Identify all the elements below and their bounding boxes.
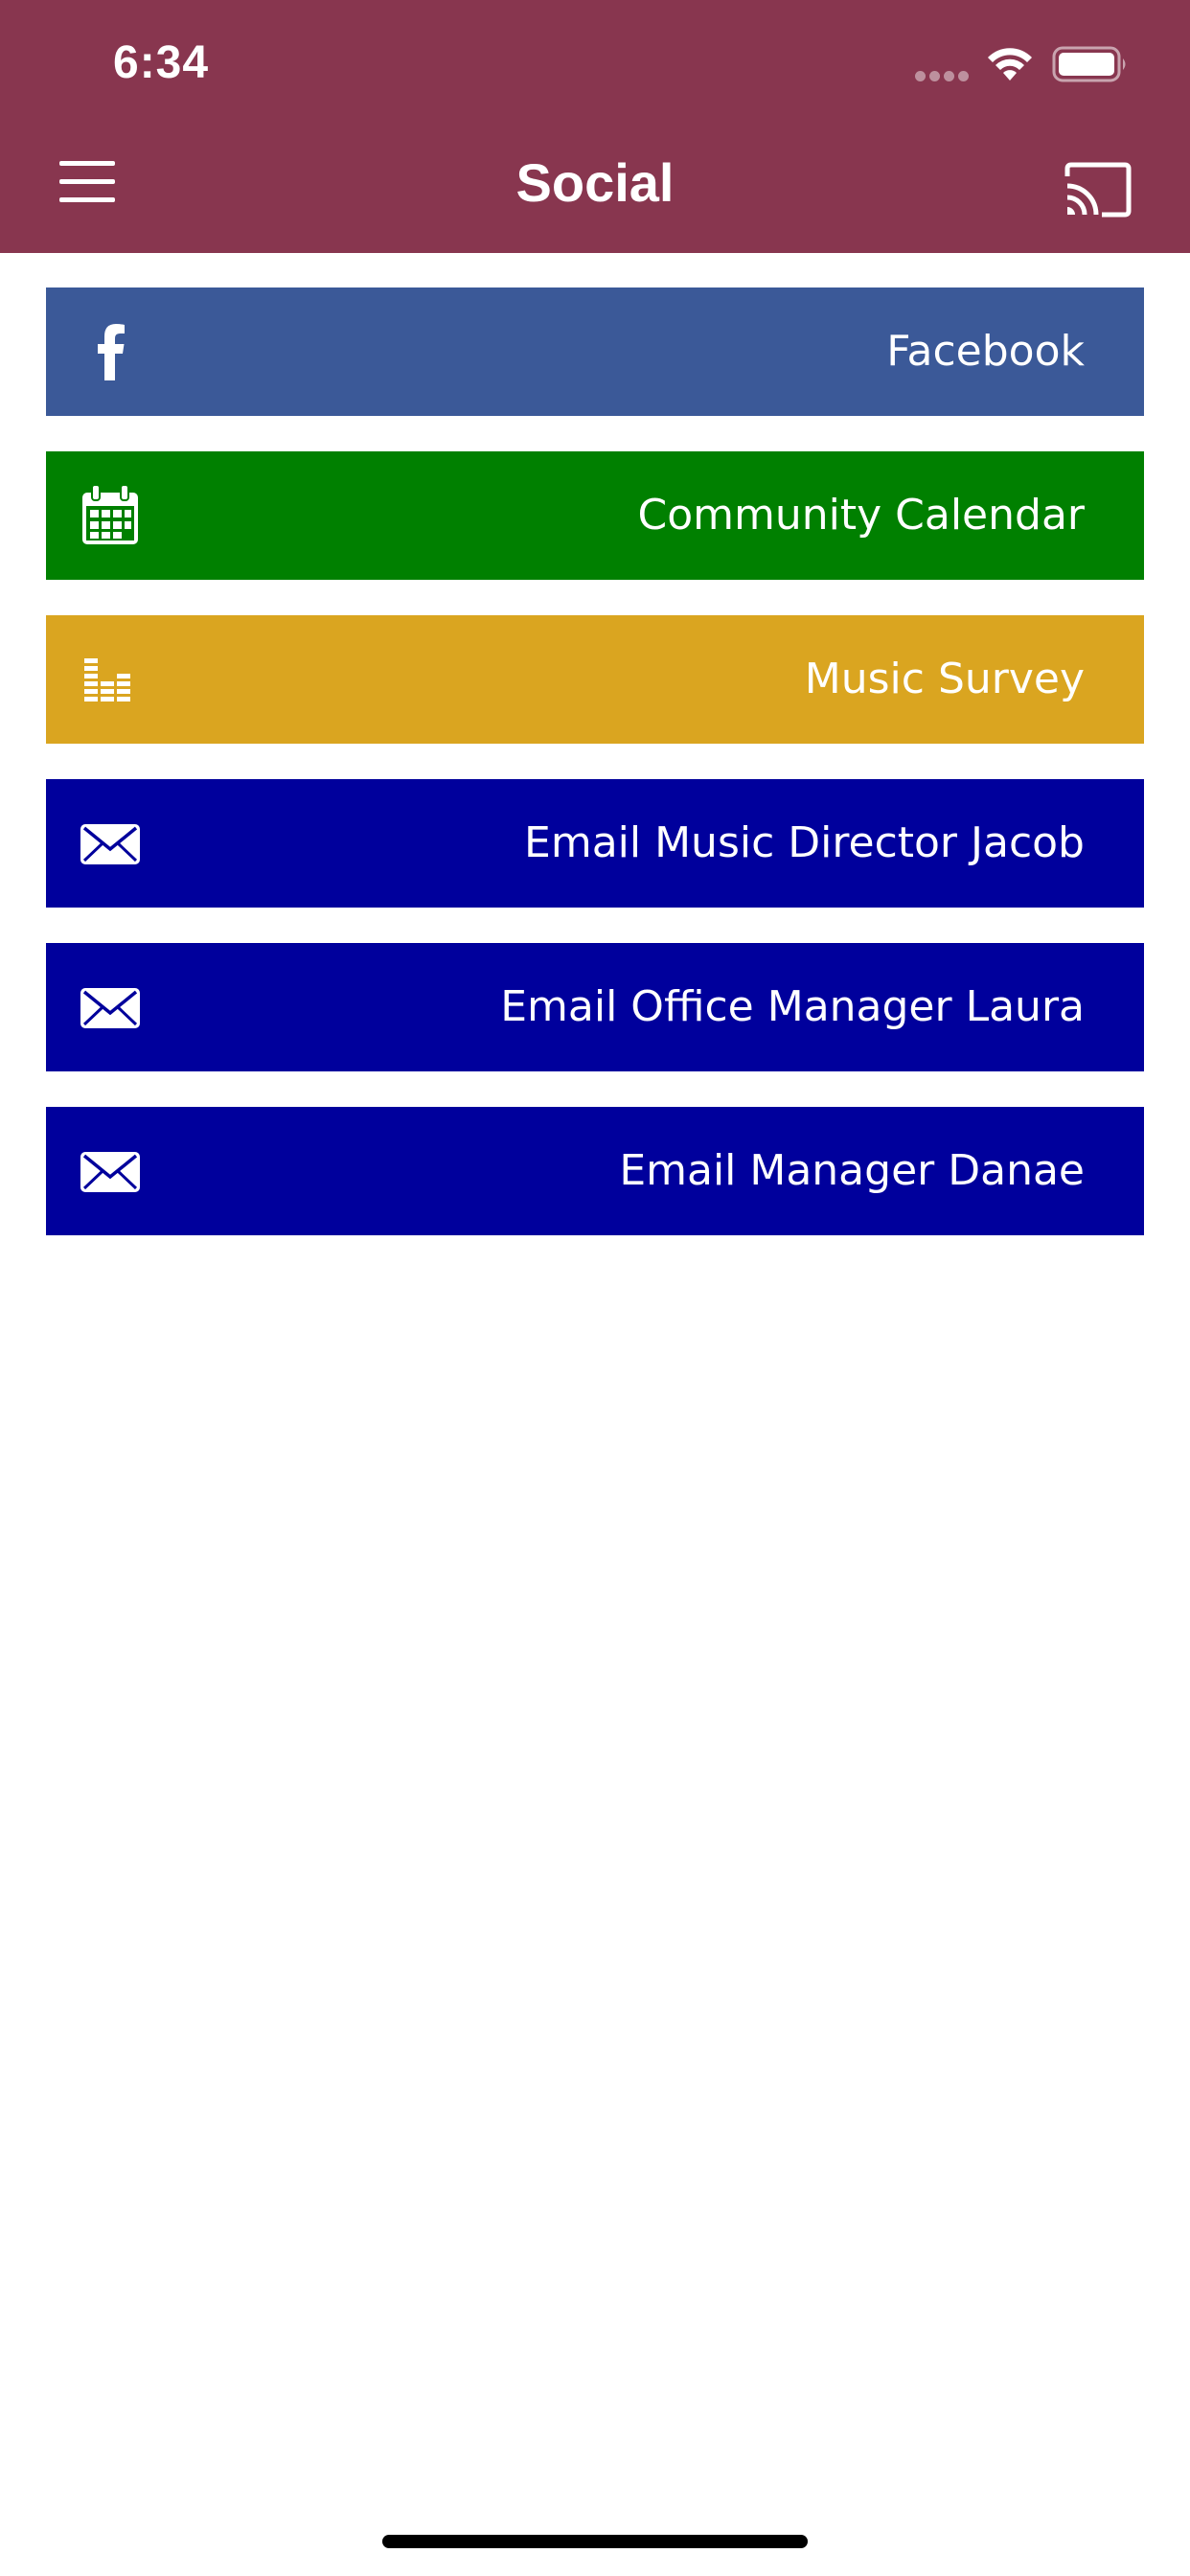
status-time: 6:34: [113, 37, 210, 88]
mail-icon: [79, 811, 142, 876]
facebook-label: Facebook: [886, 327, 1085, 376]
community-calendar-button[interactable]: [46, 451, 1144, 580]
email-manager-danae-button[interactable]: [46, 1107, 1144, 1235]
cast-icon[interactable]: [1064, 161, 1133, 218]
email-office-manager-laura-button[interactable]: [46, 943, 1144, 1071]
app-header: [0, 0, 1190, 253]
page-title: Social: [515, 152, 675, 213]
mail-icon: [79, 975, 142, 1040]
facebook-button[interactable]: [46, 288, 1144, 416]
email-music-director-jacob-label: Email Music Director Jacob: [524, 818, 1085, 867]
email-manager-danae-label: Email Manager Danae: [619, 1146, 1085, 1195]
calendar-icon: [79, 483, 142, 548]
equalizer-icon: [79, 647, 142, 712]
music-survey-button[interactable]: [46, 615, 1144, 744]
email-office-manager-laura-label: Email Office Manager Laura: [500, 982, 1085, 1031]
facebook-icon: [79, 319, 142, 384]
email-music-director-jacob-button[interactable]: [46, 779, 1144, 908]
mail-icon: [79, 1138, 142, 1204]
social-links-list: [46, 288, 1144, 1271]
cellular-signal-icon: [915, 71, 971, 82]
battery-icon: [1052, 46, 1129, 82]
home-indicator[interactable]: [382, 2535, 808, 2548]
wifi-icon: [985, 44, 1035, 82]
music-survey-label: Music Survey: [804, 655, 1085, 703]
community-calendar-label: Community Calendar: [637, 491, 1085, 540]
